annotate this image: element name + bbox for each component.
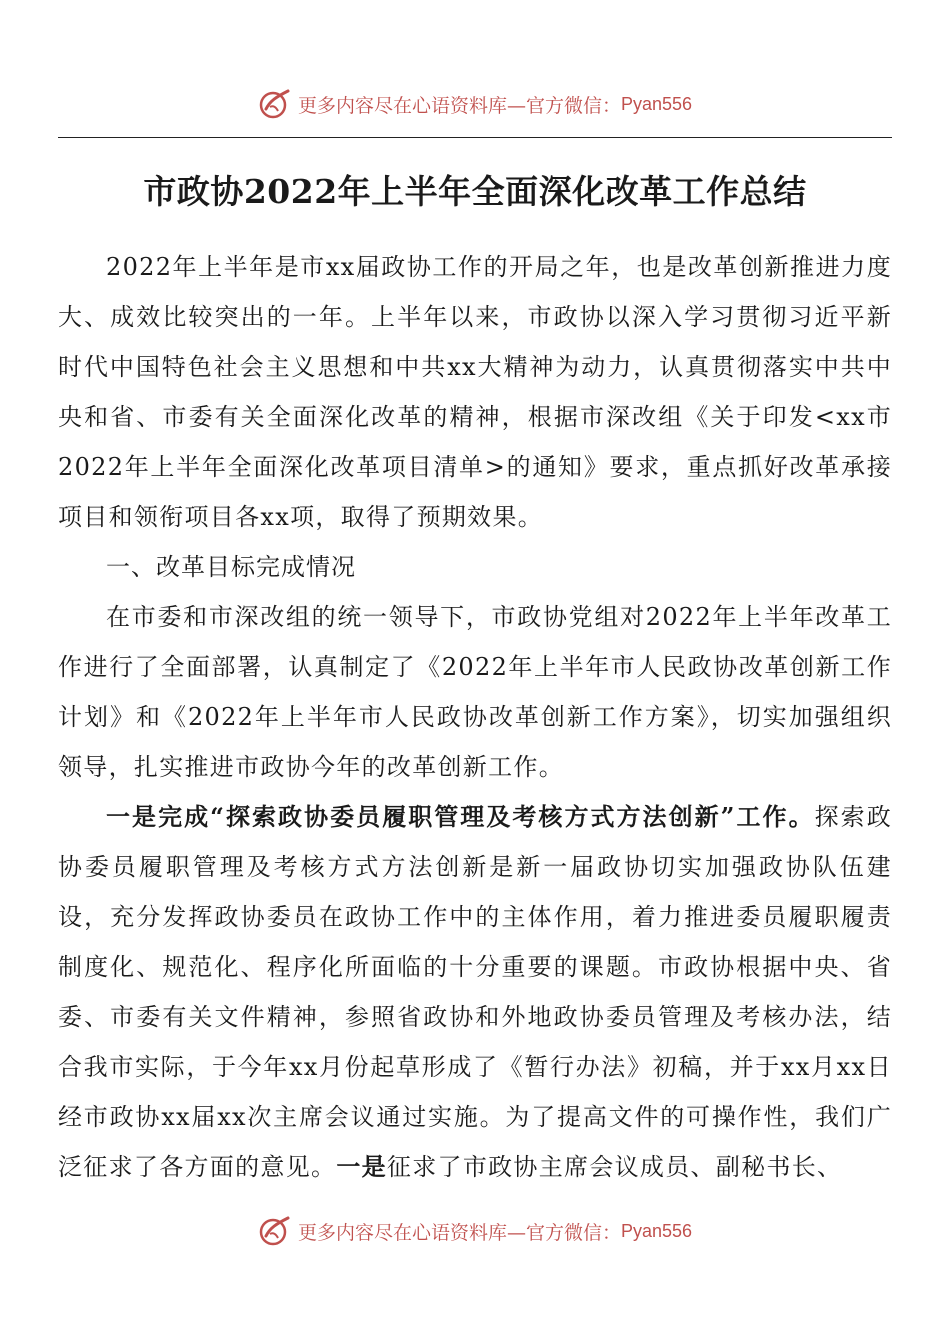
paragraph-intro: 2022年上半年是市xx届政协工作的开局之年，也是改革创新推进力度大、成效比较突出的一年。上半年以来，市政协以深入学习贯彻习近平新时代中国特色社会主义思想和中共xx大精神为动力，认真贯彻落实中共中央和省、市委有关全面深化改革的精神，根据市深改组《关于印发<xx市2022年上半年全面深化改革项目清单>的通知》要求，重点抓好改革承接项目和领衔项目各xx项，取得了预期效果。 (58, 253, 892, 531)
paragraph-item-one (58, 792, 892, 1192)
watermark-text: 更多内容尽在心语资料库—官方微信： (297, 1221, 621, 1244)
paragraph-inline-bold: 一是 (336, 1152, 387, 1181)
document-title: 市政协2022年上半年全面深化改革工作总结 (143, 172, 807, 211)
brush-logo-icon (258, 87, 292, 121)
watermark-text: 更多内容尽在心语资料库—官方微信： (297, 94, 621, 117)
watermark-footer (0, 1211, 950, 1251)
paragraph-item-body: 探索政协委员履职管理及考核方式方法创新是新一届政协切实加强政协队伍建设，充分发挥政协委员在政协工作中的主体作用，着力推进委员履职履责制度化、规范化、程序化所面临的十分重要的课题。市政协根据中央、省委、市委有关文件精神，参照省政协和外地政协委员管理及考核办法，结合我市实际，于今年xx月份起草形成了《暂行办法》初稿，并于xx月xx日经市政协xx届xx次主席会议通过实施。为了提高文件的可操作性，我们广泛征求了各方面的意见。 (58, 803, 892, 1181)
watermark-wechat-id: Pyan556 (620, 93, 693, 114)
watermark-header (0, 84, 950, 124)
section-heading: 一、改革目标完成情况 (106, 553, 356, 581)
document-body (58, 242, 892, 1192)
paragraph-lead-bold: 一是完成“探索政协委员履职管理及考核方式方法创新”工作。 (106, 802, 815, 831)
header-divider (58, 137, 892, 138)
watermark-wechat-id: Pyan556 (620, 1220, 693, 1241)
brush-logo-icon (258, 1214, 292, 1248)
paragraph-item-tail: 征求了市政协主席会议成员、副秘书长、 (386, 1153, 843, 1181)
paragraph-section-intro: 在市委和市深改组的统一领导下，市政协党组对2022年上半年改革工作进行了全面部署，认真制定了《2022年上半年市人民政协改革创新工作计划》和《2022年上半年市人民政协改革创新工作方案》，切实加强组织领导，扎实推进市政协今年的改革创新工作。 (58, 603, 892, 781)
